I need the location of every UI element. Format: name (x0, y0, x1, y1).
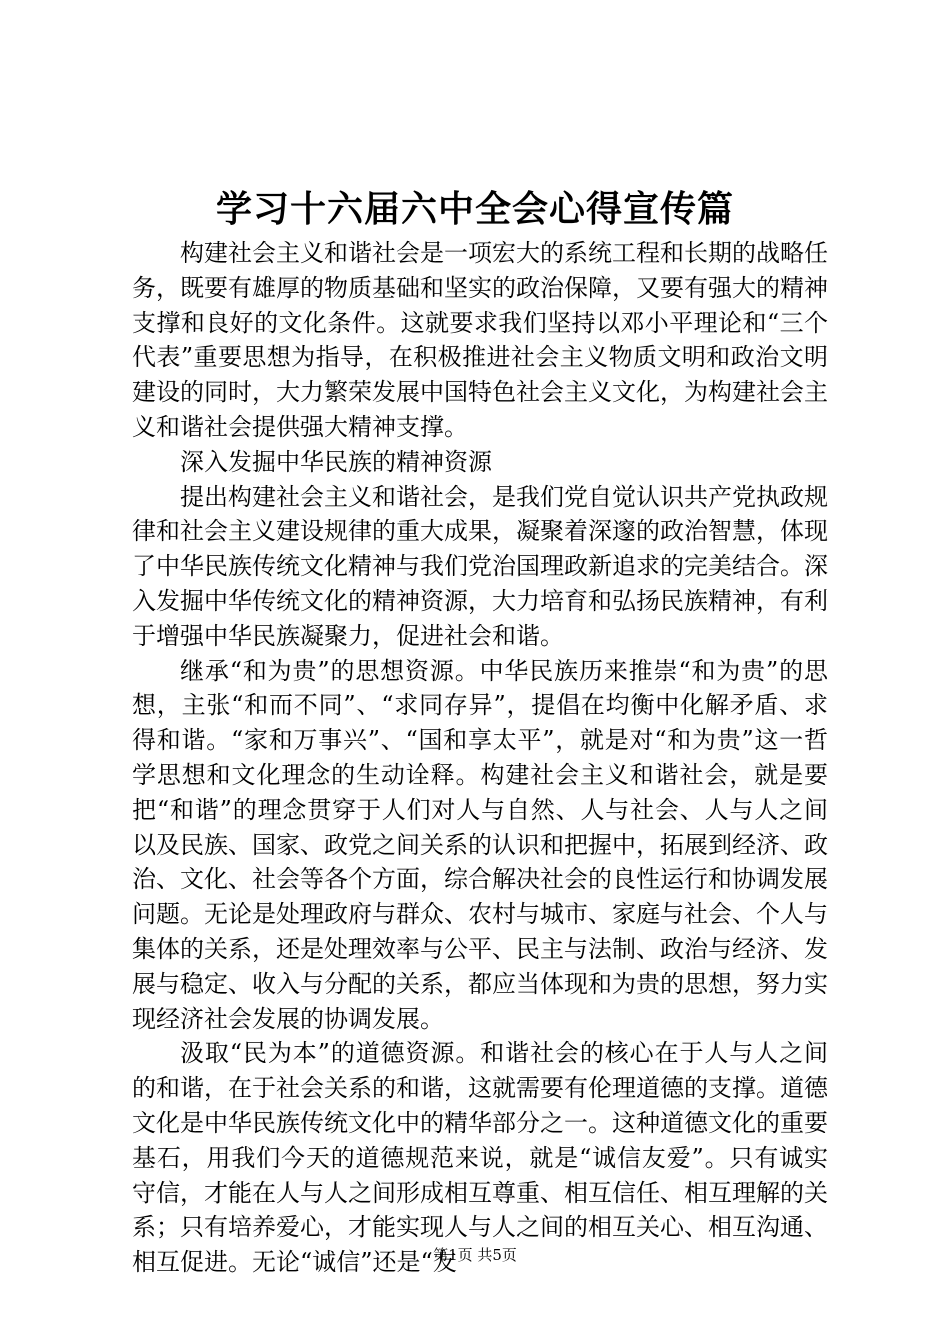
document-title: 学习十六届六中全会心得宣传篇 (215, 188, 734, 230)
paragraph-morality: 汲取“民为本”的道德资源。和谐社会的核心在于人与人之间的和谐，在于社会关系的和谐，这就需要有伦理道德的支撑。道德文化是中华民族传统文化中的精华部分之一。这种道德文化的重要基石，用我们今天的道德规范来说，就是“诚信友爱”。只有诚实守信，才能在人与人之间形成相互尊重、相互信任、相互理解的关系；只有培养爱心，才能实现人与人之间的相互关心、相互沟通、相互促进。无论“诚信”还是“友 (132, 1039, 828, 1277)
section-heading: 深入发掘中华民族的精神资源 (180, 447, 492, 476)
document-body (132, 236, 828, 1280)
paragraph-harmony: 继承“和为贵”的思想资源。中华民族历来推崇“和为贵”的思想，主张“和而不同”、“求同存异”，提倡在均衡中化解矛盾、求得和谐。“家和万事兴”、“国和享太平”，就是对“和为贵”这一哲学思想和文化理念的生动诠释。构建社会主义和谐社会，就是要把“和谐”的理念贯穿于人们对人与自然、人与社会、人与人之间以及民族、国家、政党之间关系的认识和把握中，拓展到经济、政治、文化、社会等各个方面，综合解决社会的良性运行和协调发展问题。无论是处理政府与群众、农村与城市、家庭与社会、个人与集体的关系，还是处理效率与公平、民主与法制、政治与经济、发展与稳定、收入与分配的关系，都应当体现和为贵的思想，努力实现经济社会发展的协调发展。 (132, 656, 828, 1033)
page-number-footer: 第1页 共5页 (433, 1246, 517, 1264)
paragraph-context: 提出构建社会主义和谐社会，是我们党自觉认识共产党执政规律和社会主义建设规律的重大成果，凝聚着深邃的政治智慧，体现了中华民族传统文化精神与我们党治国理政新追求的完美结合。深入发掘中华传统文化的精神资源，大力培育和弘扬民族精神，有利于增强中华民族凝聚力，促进社会和谐。 (132, 482, 828, 650)
paragraph-intro: 构建社会主义和谐社会是一项宏大的系统工程和长期的战略任务，既要有雄厚的物质基础和坚实的政治保障，又要有强大的精神支撑和良好的文化条件。这就要求我们坚持以邓小平理论和“三个代表”重要思想为指导，在积极推进社会主义物质文明和政治文明建设的同时，大力繁荣发展中国特色社会主义文化，为构建社会主义和谐社会提供强大精神支撑。 (132, 239, 828, 441)
